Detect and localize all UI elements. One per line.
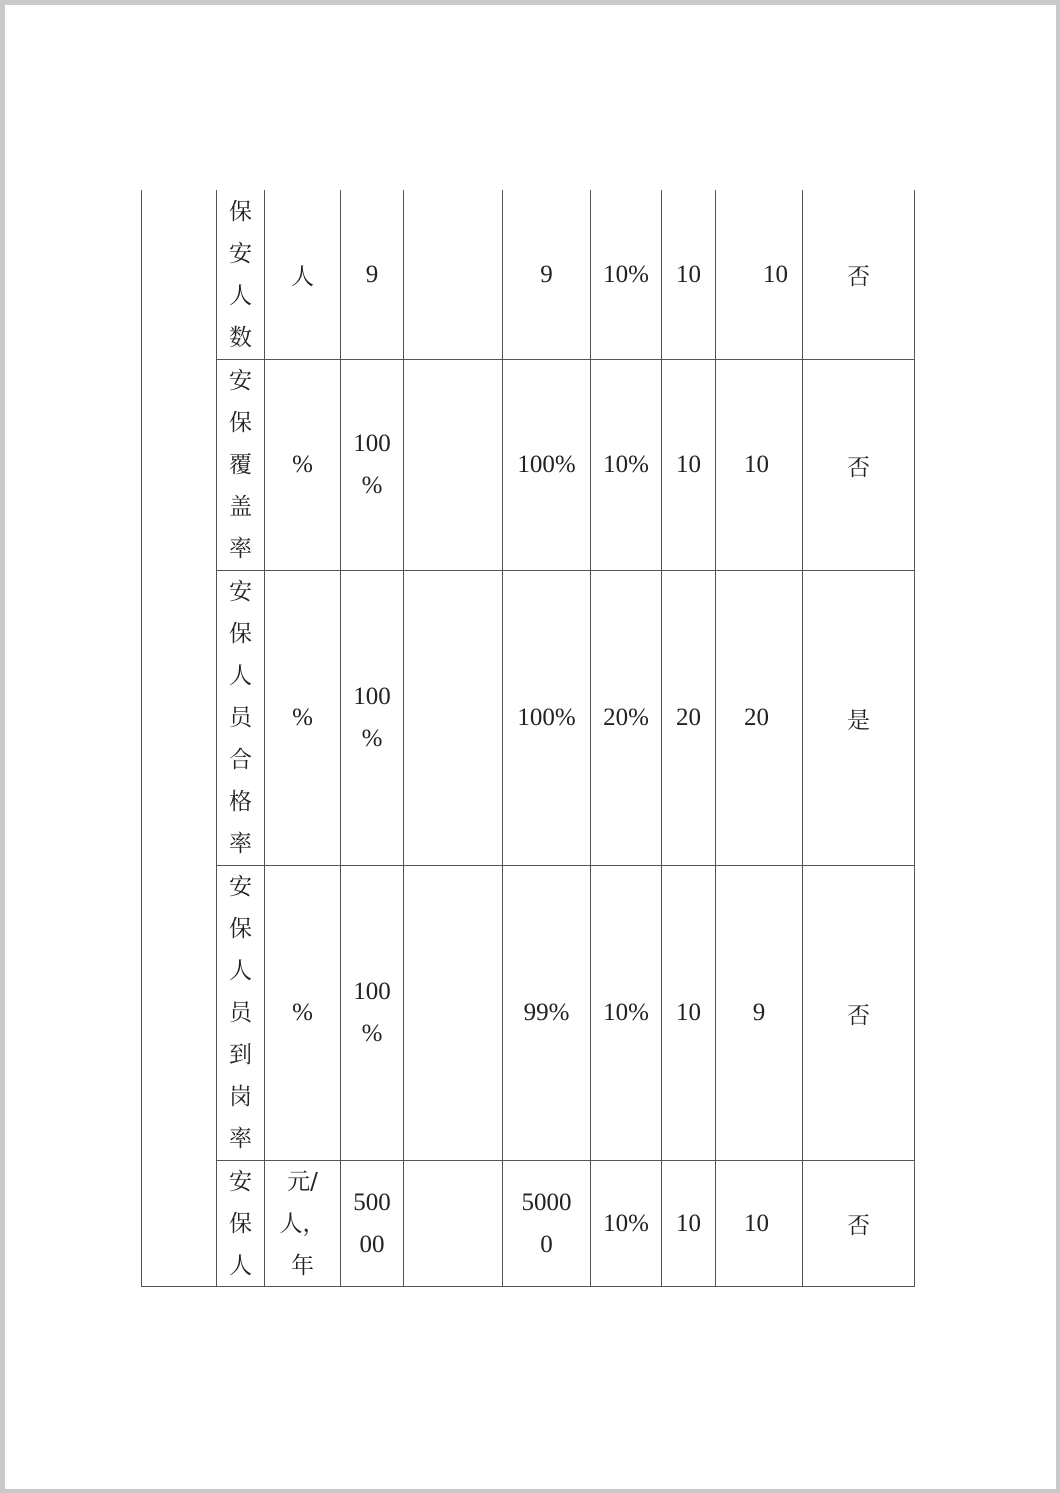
score-cell: 10: [763, 260, 788, 288]
flag-cell: 否: [847, 264, 870, 290]
full-score-cell: 20: [676, 704, 701, 731]
indicator-cell: [217, 190, 264, 359]
flag-cell: 否: [847, 454, 870, 481]
target-cell: 500 00: [353, 1188, 391, 1258]
flag-cell: 是: [847, 707, 870, 734]
target-cell: 9: [365, 260, 379, 288]
weight-cell: 10%: [603, 999, 649, 1026]
full-score-cell: 10: [676, 260, 701, 288]
target-cell: 100 %: [353, 978, 391, 1047]
target-cell: 100 %: [353, 430, 391, 499]
score-cell: 10: [744, 451, 769, 478]
score-cell: 20: [744, 704, 769, 731]
actual-cell: 5000 0: [521, 1188, 572, 1258]
target-cell: 100 %: [353, 683, 391, 752]
weight-cell: 10%: [603, 260, 649, 288]
actual-cell: 9: [540, 260, 553, 288]
unit-cell: %: [292, 704, 313, 731]
actual-cell: 99%: [523, 999, 570, 1026]
weight-cell: 20%: [603, 704, 649, 731]
document-page: [5, 5, 1056, 1489]
indicator-text: 保安人数: [229, 198, 252, 351]
weight-cell: 10%: [603, 451, 649, 478]
unit-cell: 元/ 人， 年: [279, 1168, 326, 1279]
indicator-text: 安保人: [229, 1168, 252, 1279]
indicator-text: 安保覆盖率: [229, 368, 252, 562]
weight-cell: 10%: [603, 1209, 649, 1237]
indicator-text: 安保人员合格率: [229, 579, 252, 857]
indicator-cell: [217, 571, 264, 865]
grid-line: [914, 190, 915, 1287]
full-score-cell: 10: [676, 999, 701, 1026]
score-cell: 10: [744, 1209, 769, 1237]
indicator-cell: [217, 1161, 264, 1286]
table-bottom-border: [141, 1286, 915, 1287]
actual-cell: 100%: [517, 451, 576, 478]
actual-cell: 100%: [517, 704, 576, 731]
indicator-text: 安保人员到岗率: [229, 874, 252, 1152]
flag-cell: 否: [847, 1002, 870, 1029]
full-score-cell: 10: [676, 1209, 701, 1237]
grid-line: [141, 190, 142, 1287]
score-cell: 9: [752, 999, 766, 1026]
unit-cell: %: [292, 999, 313, 1026]
grid-line: [403, 190, 404, 1287]
indicator-cell: [217, 360, 264, 570]
unit-cell: 人: [291, 264, 314, 290]
indicator-cell: [217, 866, 264, 1160]
unit-cell: %: [292, 451, 313, 478]
full-score-cell: 10: [676, 451, 701, 478]
flag-cell: 否: [847, 1213, 870, 1239]
